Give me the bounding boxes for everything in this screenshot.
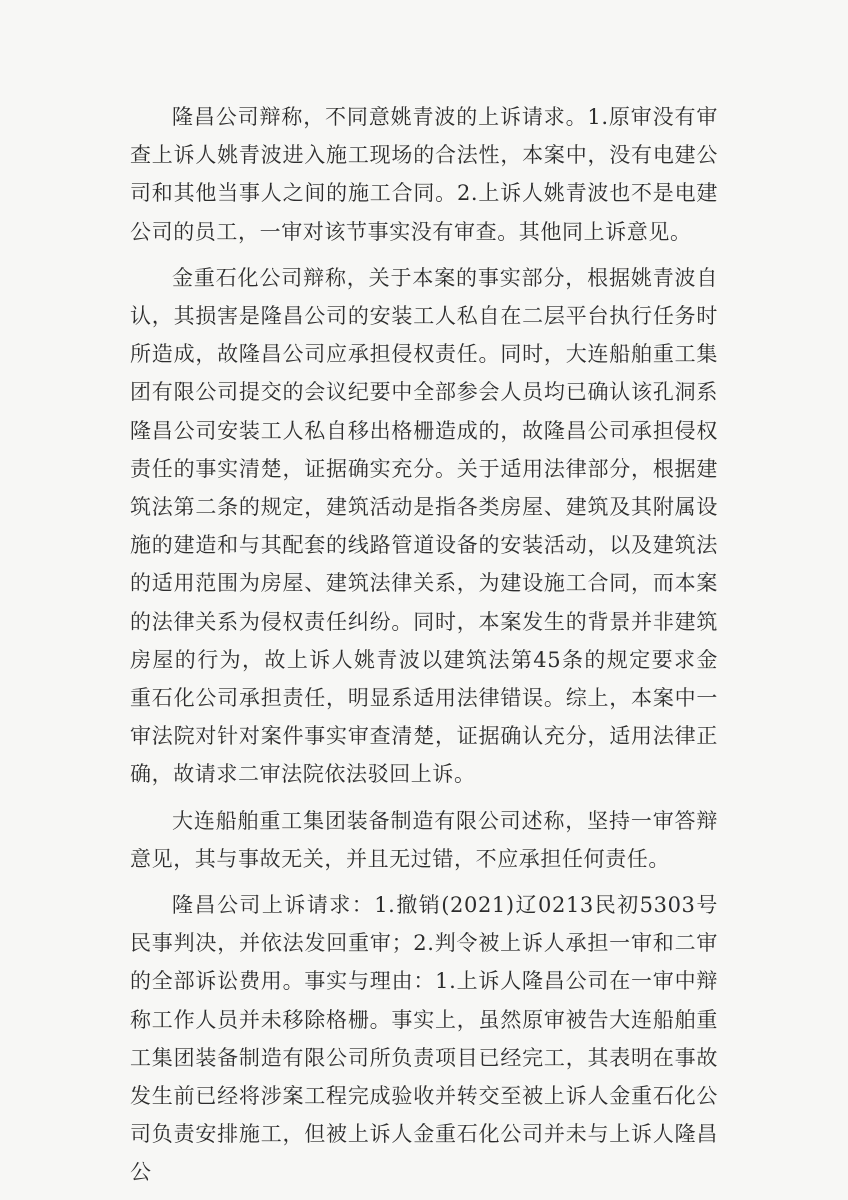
paragraph-jinzhong-defense: 金重石化公司辩称，关于本案的事实部分，根据姚青波自认，其损害是隆昌公司的安装工人私自在二层平台执行任务时所造成，故隆昌公司应承担侵权责任。同时，大连船舶重工集团有限公司提交的会议纪要中全部参会人员均已确认该孔洞系隆昌公司安装工人私自移出格栅造成的，故隆昌公司承担侵权责任的事实清楚，证据确实充分。关于适用法律部分，根据建筑法第二条的规定，建筑活动是指各类房屋、建筑及其附属设施的建造和与其配套的线路管道设备的安装活动，以及建筑法的适用范围为房屋、建筑法律关系，为建设施工合同，而本案的法律关系为侵权责任纠纷。同时，本案发生的背景并非建筑房屋的行为，故上诉人姚青波以建筑法第45条的规定要求金重石化公司承担责任，明显系适用法律错误。综上，本案中一审法院对针对案件事实审查清楚，证据确认充分，适用法律正确，故请求二审法院依法驳回上诉。 [130,265,718,787]
document-body [130,98,718,1200]
paragraph-longchang-defense: 隆昌公司辩称，不同意姚青波的上诉请求。1.原审没有审查上诉人姚青波进入施工现场的合法性，本案中，没有电建公司和其他当事人之间的施工合同。2.上诉人姚青波也不是电建公司的员工，一审对该节事实没有审查。其他同上诉意见。 [130,105,718,244]
paragraph-dalian-statement: 大连船舶重工集团装备制造有限公司述称，坚持一审答辩意见，其与事故无关，并且无过错，不应承担任何责任。 [130,808,718,871]
paragraph-longchang-appeal: 隆昌公司上诉请求：1.撤销(2021)辽0213民初5303号民事判决，并依法发回重审；2.判令被上诉人承担一审和二审的全部诉讼费用。事实与理由：1.上诉人隆昌公司在一审中辩称工作人员并未移除格栅。事实上，虽然原审被告大连船舶重工集团装备制造有限公司所负责项目已经完工，其表明在事故发生前已经将涉案工程完成验收并转交至被上诉人金重石化公司负责安排施工，但被上诉人金重石化公司并未与上诉人隆昌公 [130,893,718,1185]
